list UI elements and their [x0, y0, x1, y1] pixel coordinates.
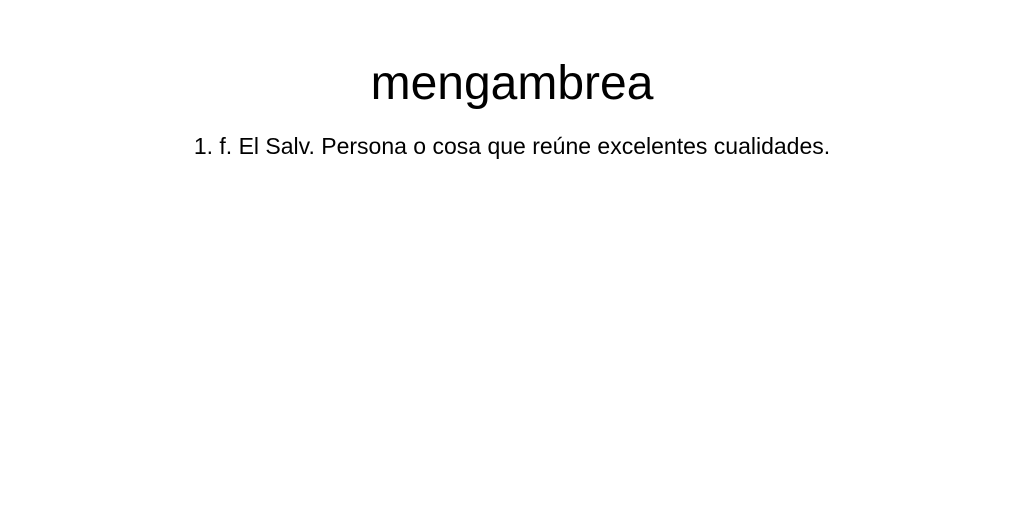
- headword: mengambrea: [370, 57, 654, 110]
- definition-text: 1. f. El Salv. Persona o cosa que reúne excelentes cualidades.: [193, 133, 831, 159]
